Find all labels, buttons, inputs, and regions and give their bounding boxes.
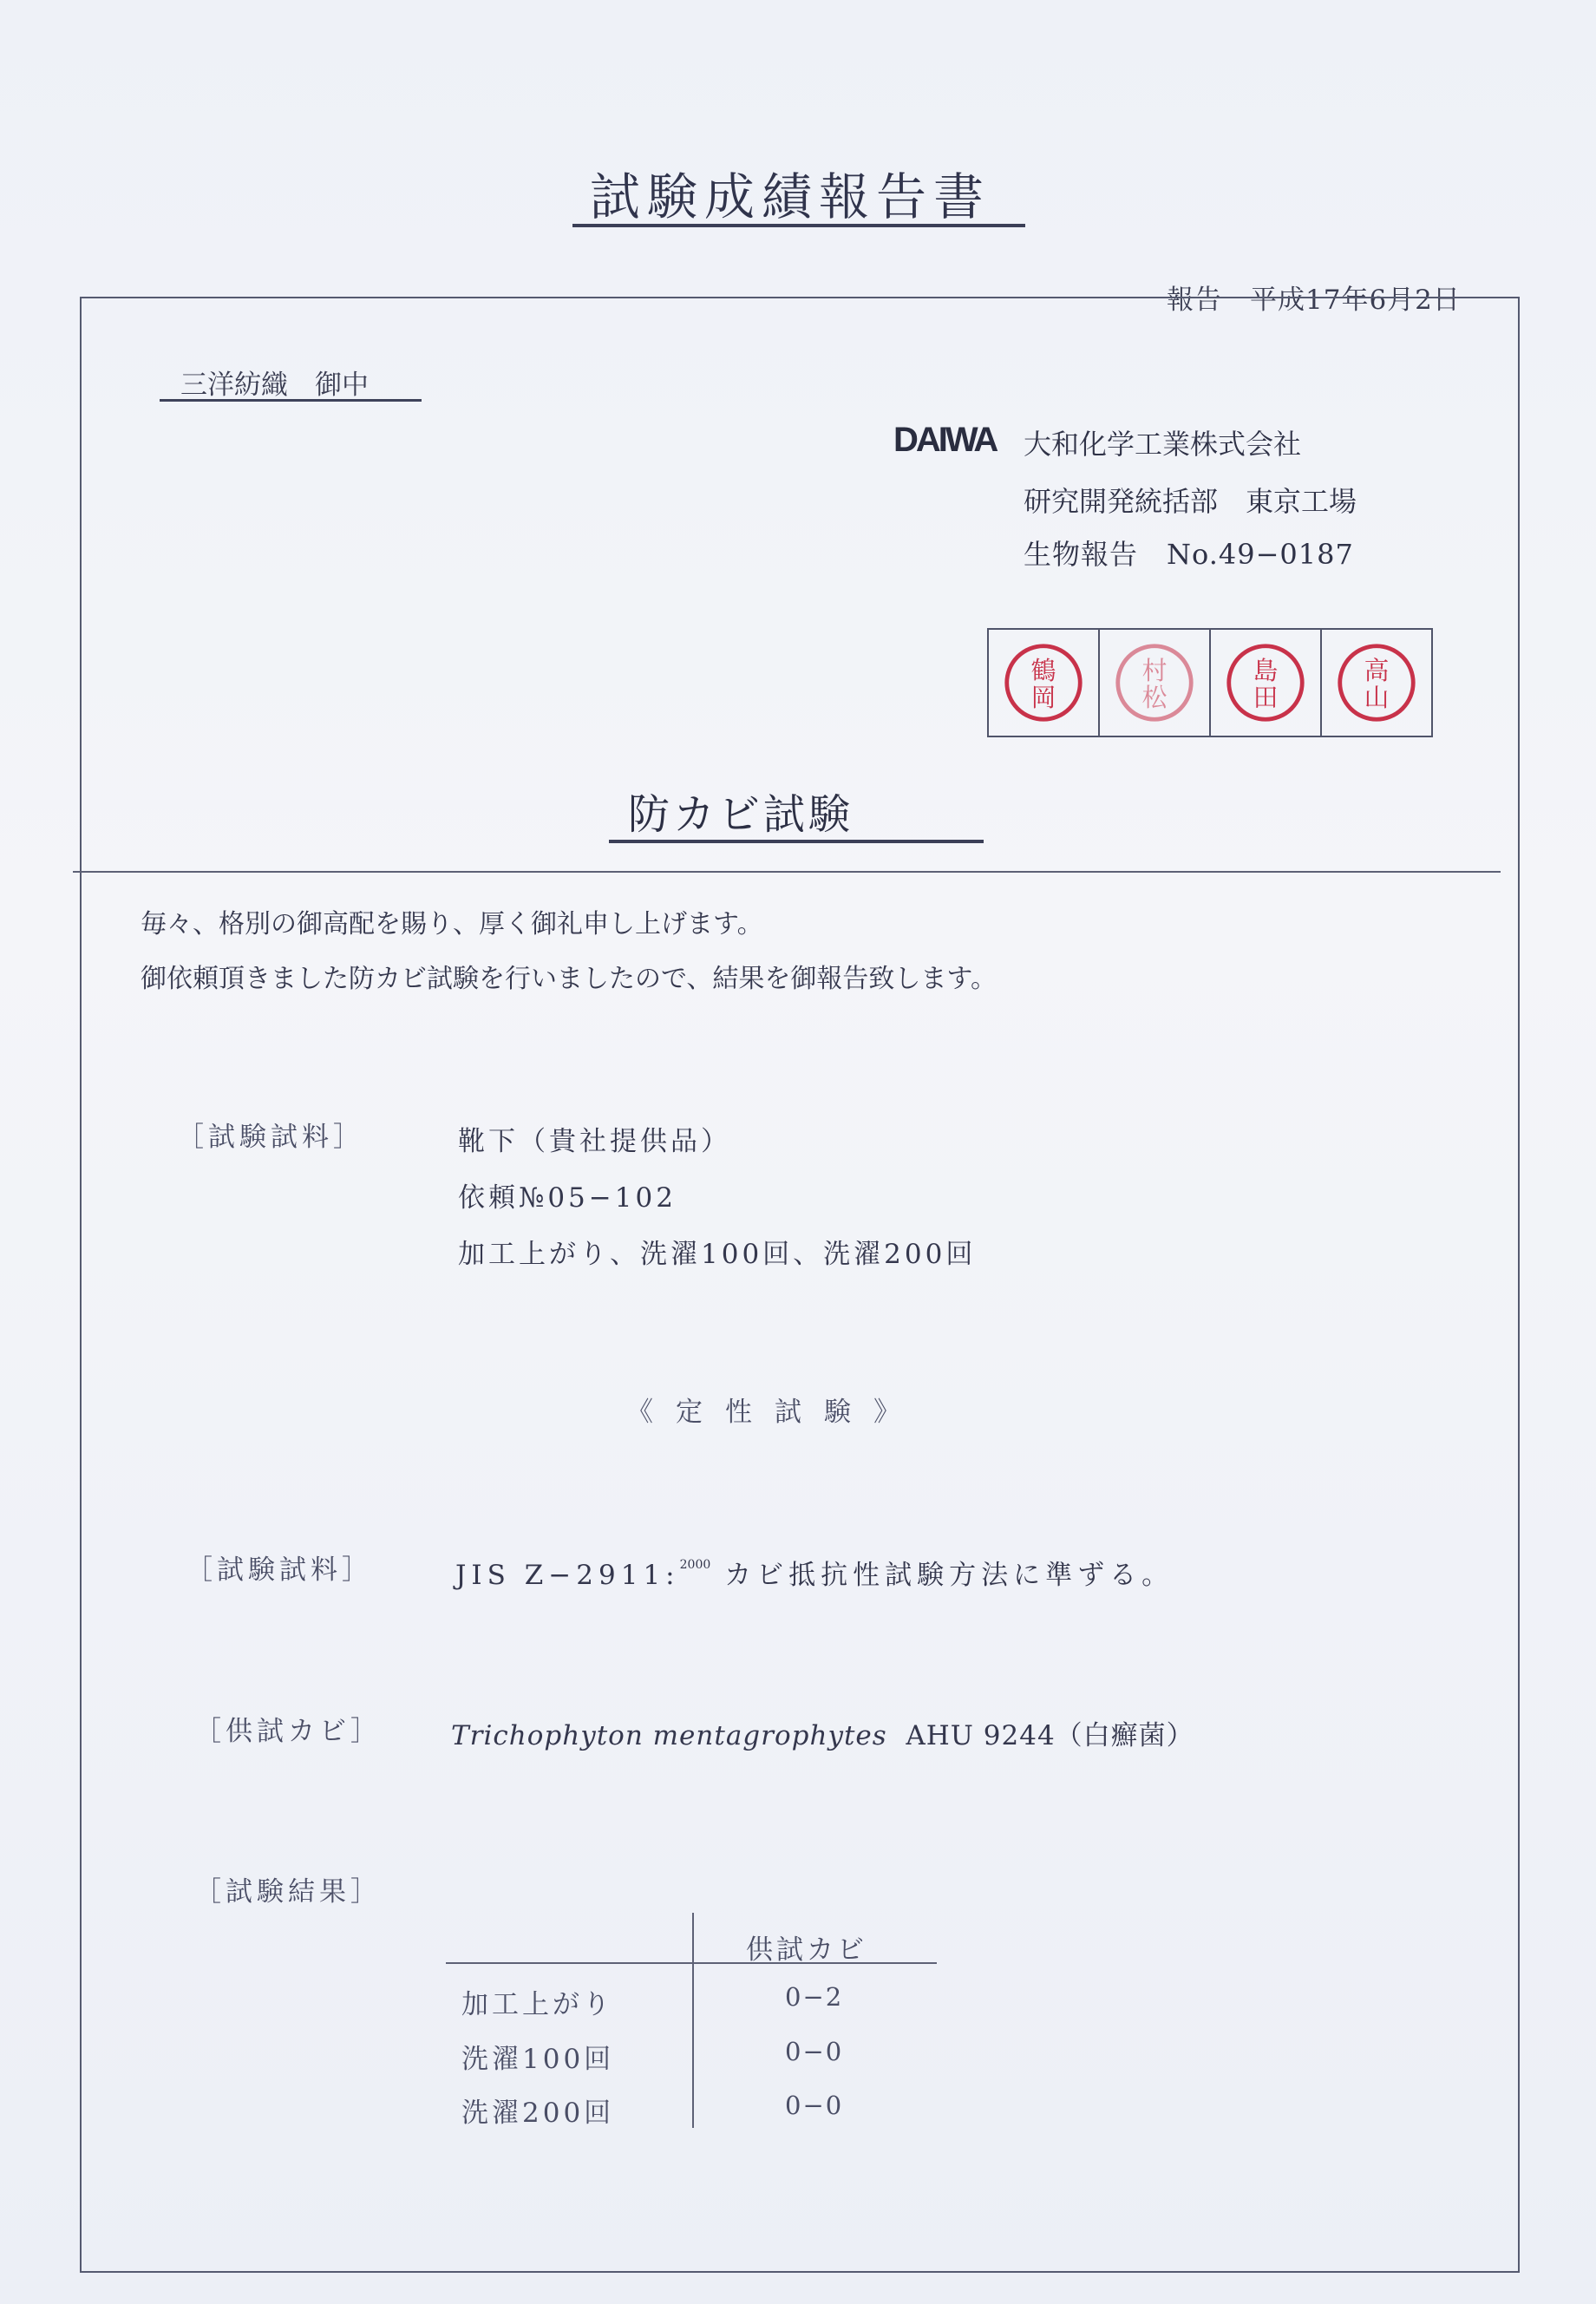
seal-char: 岡 xyxy=(1030,682,1056,712)
stamp-cell xyxy=(1100,630,1211,736)
results-row-value: 0−0 xyxy=(785,2091,844,2120)
red-seal-icon xyxy=(1002,641,1085,724)
results-row-label: 洗濯200回 xyxy=(461,2098,615,2129)
stamp-cell xyxy=(1211,630,1322,736)
greeting-line-2: 御依頼頂きました防カビ試験を行いましたので、結果を御報告致します。 xyxy=(141,964,997,994)
method-standard: JIS Z−2911: xyxy=(455,1560,680,1591)
report-frame xyxy=(80,297,1520,2273)
results-row-label: 洗濯100回 xyxy=(461,2044,615,2075)
greeting-line-1: 毎々、格別の御高配を賜り、厚く御礼申し上げます。 xyxy=(141,909,763,939)
logo-wordmark: DAIWA xyxy=(893,421,997,456)
company-name: 大和化学工業株式会社 xyxy=(1024,428,1302,461)
results-table-vline xyxy=(692,1913,694,2128)
document-title: 試験成績報告書 xyxy=(590,167,991,226)
method-year: 2000 xyxy=(679,1558,711,1572)
red-seal-icon xyxy=(1224,641,1307,724)
seal-char: 山 xyxy=(1364,682,1390,712)
department: 研究開発統括部 東京工場 xyxy=(1024,485,1357,518)
stamp-cell xyxy=(1322,630,1431,736)
results-row-value: 0−2 xyxy=(785,1982,844,2012)
test-method-text xyxy=(455,1553,1174,1592)
stamp-cell xyxy=(989,630,1100,736)
results-row-value: 0−0 xyxy=(785,2037,844,2066)
test-method-label: ［試験試料］ xyxy=(186,1555,373,1586)
results-row-label: 加工上がり xyxy=(461,1989,613,2020)
header-divider xyxy=(73,871,1501,873)
section-title-underline xyxy=(609,840,984,843)
recipient: 三洋紡織 御中 xyxy=(180,370,369,401)
seal-char: 田 xyxy=(1253,682,1279,712)
section-title: 防カビ試験 xyxy=(628,790,854,839)
test-sample-line: 靴下（貴社提供品） xyxy=(458,1126,731,1157)
recipient-underline xyxy=(160,399,422,402)
method-description: カビ抵抗性試験方法に準ずる。 xyxy=(710,1560,1174,1591)
approval-stamp-box xyxy=(987,628,1433,737)
report-number: 生物報告 No.49−0187 xyxy=(1024,538,1354,571)
test-sample-label: ［試験試料］ xyxy=(177,1122,364,1153)
results-label: ［試験結果］ xyxy=(194,1876,382,1908)
test-sample-line: 依頼№05−102 xyxy=(458,1182,677,1214)
seal-char: 村 xyxy=(1141,656,1168,686)
red-seal-icon xyxy=(1113,641,1196,724)
seal-char: 島 xyxy=(1253,656,1279,686)
test-sample-line: 加工上がり、洗濯100回、洗濯200回 xyxy=(458,1239,977,1270)
seal-char: 松 xyxy=(1141,682,1168,712)
daiwa-logo xyxy=(893,420,1015,456)
seal-char: 鶴 xyxy=(1030,656,1056,686)
results-column-header: 供試カビ xyxy=(746,1934,867,1966)
title-underline xyxy=(572,224,1025,227)
fungus-scientific-name: Trichophyton mentagrophytes xyxy=(451,1720,887,1751)
seal-char: 高 xyxy=(1364,656,1390,686)
fungus-label: ［供試カビ］ xyxy=(194,1716,382,1747)
report-date: 報告 平成17年6月2日 xyxy=(1167,285,1461,316)
qualitative-test-title: 《定性試験》 xyxy=(626,1397,923,1428)
red-seal-icon xyxy=(1335,641,1418,724)
fungus-strain: AHU 9244（白癬菌） xyxy=(906,1720,1194,1751)
fungus-value xyxy=(451,1713,1194,1752)
